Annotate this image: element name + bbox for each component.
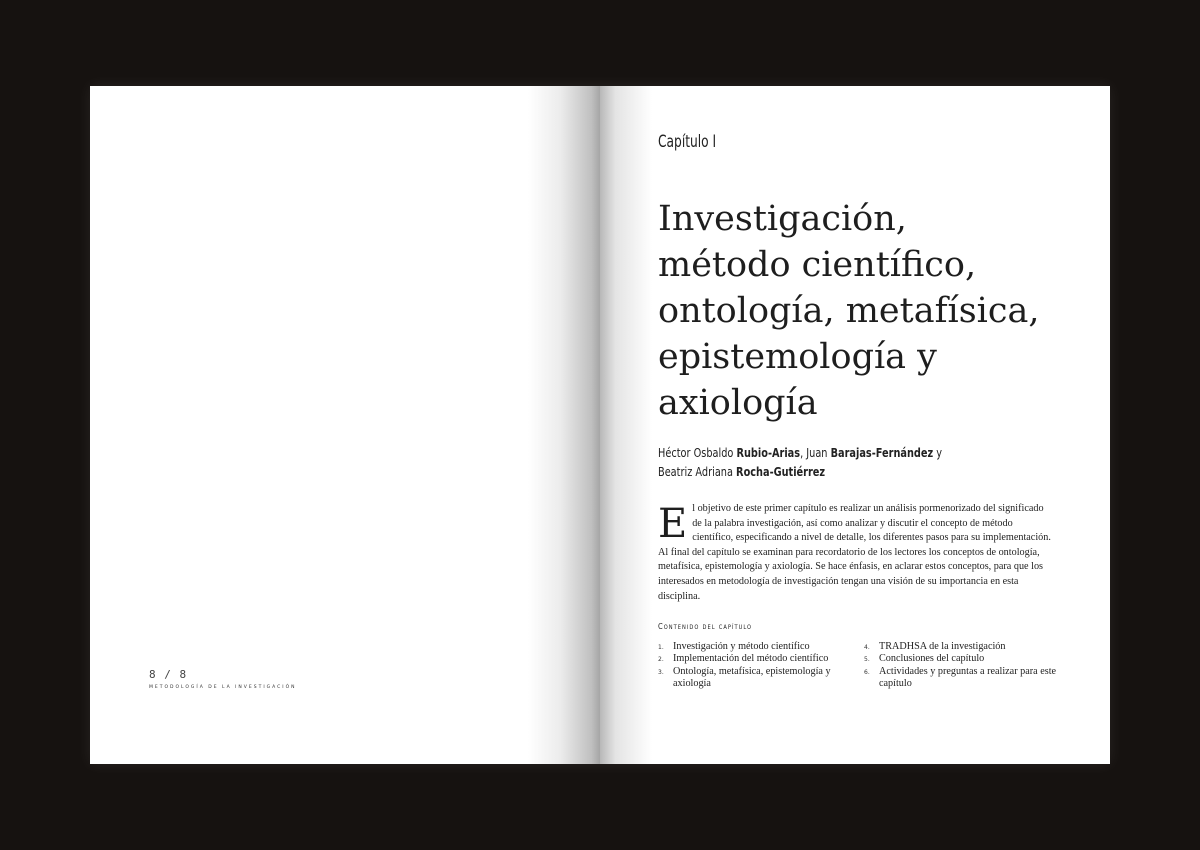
chapter-label: Capítulo I: [658, 132, 717, 152]
running-title: METODOLOGÍA DE LA INVESTIGACIÓN: [149, 685, 297, 690]
contents-item-text: Conclusiones del capítulo: [879, 653, 985, 665]
chapter-title-line: epistemología y: [658, 337, 937, 377]
authors-line-1: [658, 443, 942, 462]
contents-item-number: 6.: [864, 668, 870, 676]
contents-item-text: Implementación del método científico: [673, 653, 829, 665]
author-separator: y: [933, 445, 943, 460]
author-2-last: Barajas-Fernández: [830, 445, 934, 460]
contents-item-number: 2.: [658, 656, 664, 664]
author-1-last: Rubio-Arias: [736, 445, 801, 460]
contents-item: [658, 641, 858, 653]
author-separator: , Juan: [800, 445, 831, 460]
drop-cap: E: [658, 501, 688, 547]
contents-item-number: 4.: [864, 644, 870, 651]
contents-item: [864, 641, 1064, 653]
contents-list-col2: [864, 641, 1064, 691]
contents-item-text: TRADHSA de la investigación: [879, 641, 1006, 652]
contents-item: [864, 653, 1064, 665]
intro-paragraph: [658, 502, 1054, 604]
authors-line-2: [658, 462, 942, 481]
author-1-first: Héctor Osbaldo: [658, 445, 737, 460]
author-3-last: Rocha-Gutiérrez: [736, 464, 826, 479]
gutter-shadow-right: [600, 86, 652, 764]
intro-text: l objetivo de este primer capítulo es realizar un análisis pormenorizado del significado de la palabra investigación, así como analizar y discutir el concepto de método científico, especificando a nivel de detalle, los diferentes pasos para su implementación. Al final del capítulo se examinan para recordatorio de los lectores los conceptos de ontología, metafísica, epistemología y axiología. Se hace énfasis, en aclarar estos conceptos, para que los interesados en metodología de investigación tengan una visión de su importancia en esta disciplina.: [658, 503, 1051, 602]
contents-item: [864, 666, 1064, 691]
contents-item: [658, 653, 858, 665]
contents-item-text: Ontología, metafísica, epistemología y axiología: [673, 665, 831, 690]
chapter-title-line: axiología: [658, 383, 818, 423]
contents-item: [658, 666, 858, 691]
chapter-title-line: método científico,: [658, 245, 977, 285]
contents-item-number: 1.: [658, 644, 664, 651]
contents-item-number: 3.: [658, 668, 664, 676]
contents-list-col1: [658, 641, 858, 691]
page-folio: 8 / 8: [149, 668, 188, 681]
book-spread: [90, 86, 1110, 764]
contents-heading: Contenido del capítulo: [658, 622, 753, 631]
right-page: [600, 86, 1110, 764]
chapter-title-line: ontología, metafísica,: [658, 291, 1040, 331]
left-page: [90, 86, 600, 764]
authors: [658, 443, 942, 481]
chapter-title: [658, 196, 1088, 426]
gutter-shadow-left: [528, 86, 600, 764]
contents-item-text: Investigación y método científico: [673, 641, 810, 652]
author-3-first: Beatriz Adriana: [658, 464, 737, 479]
contents-item-text: Actividades y preguntas a realizar para este capítulo: [879, 665, 1057, 690]
contents-item-number: 5.: [864, 656, 870, 664]
chapter-title-line: Investigación,: [658, 199, 907, 239]
